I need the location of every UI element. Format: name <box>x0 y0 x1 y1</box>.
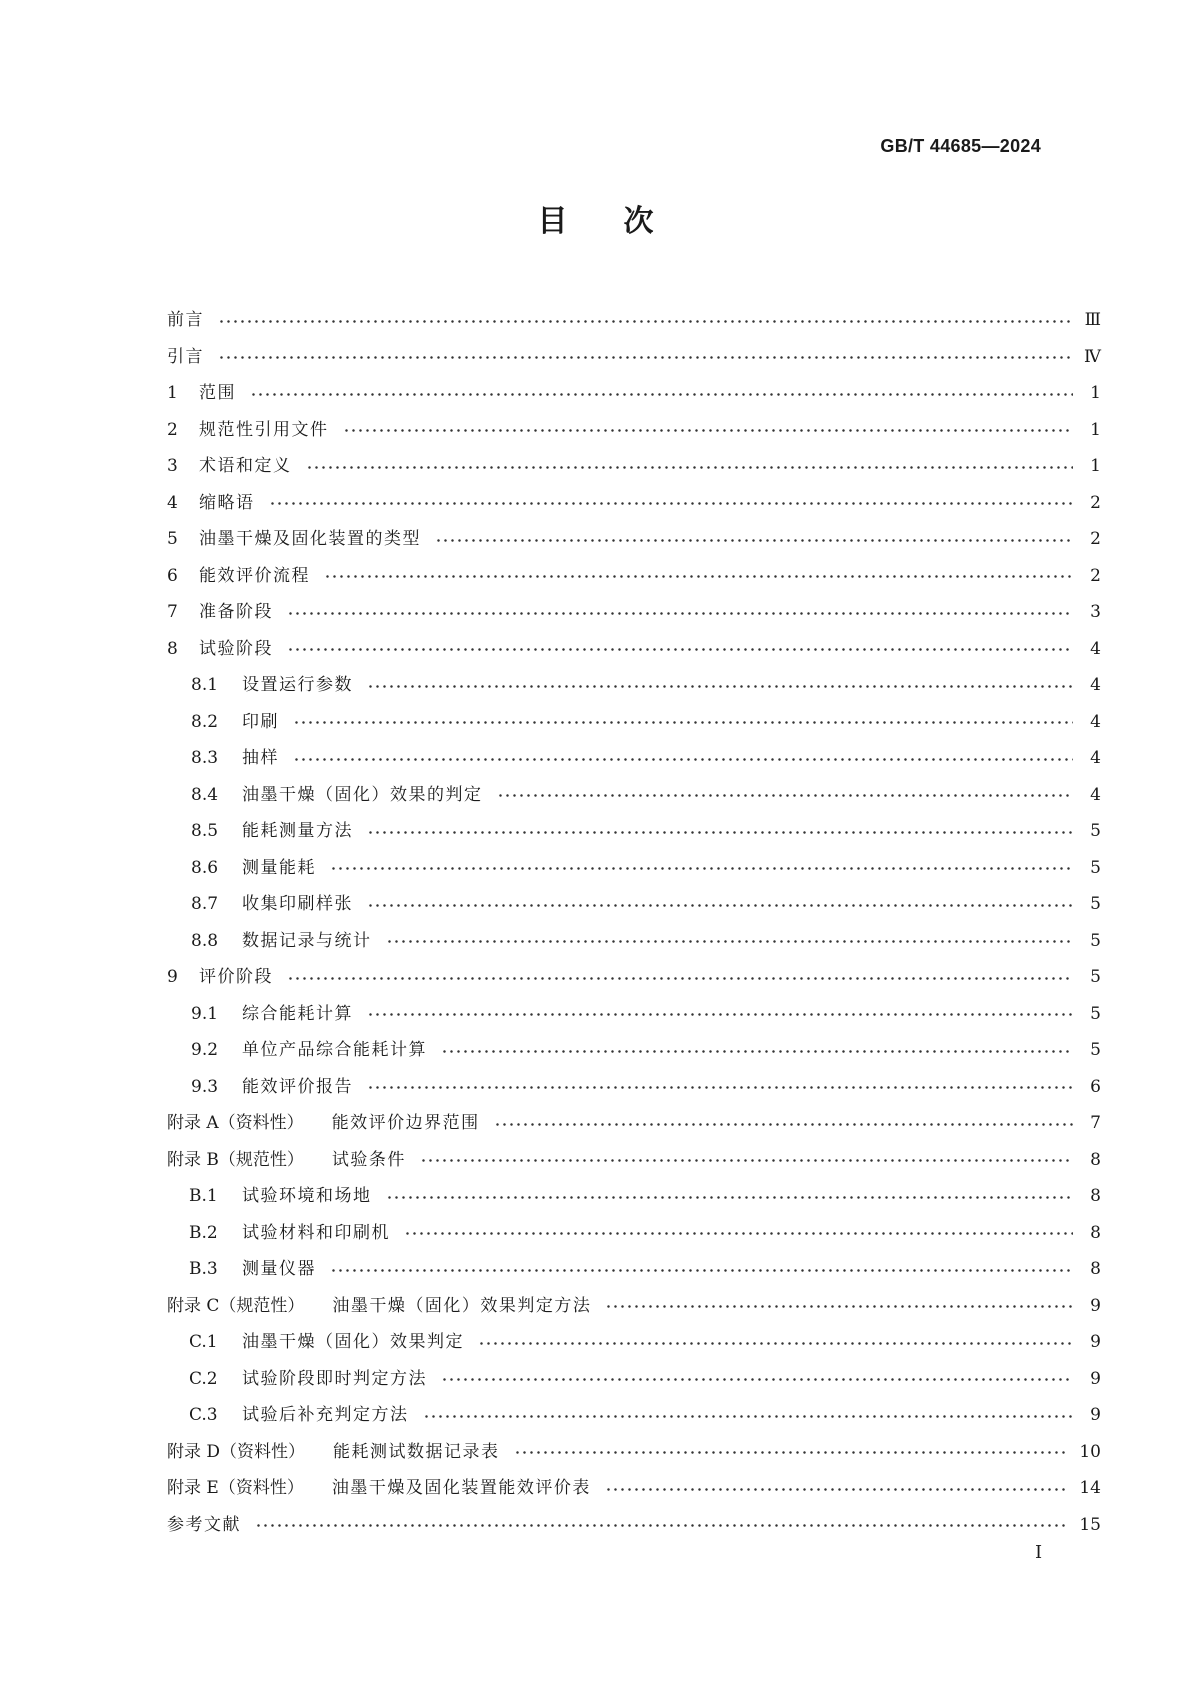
toc-entry[interactable] <box>167 777 1101 814</box>
toc-dot-leader <box>255 1524 1067 1527</box>
toc-entry-page: 8 <box>1090 1186 1101 1206</box>
toc-entry[interactable] <box>167 886 1101 923</box>
toc-entry-label: 能效评价流程 <box>199 565 310 586</box>
toc-dot-leader <box>441 1050 1073 1053</box>
toc-entry[interactable] <box>167 485 1101 522</box>
toc-entry[interactable] <box>167 959 1101 996</box>
toc-dot-leader <box>605 1305 1073 1308</box>
toc-entry-label: 能效评价报告 <box>242 1076 353 1097</box>
toc-entry-label: 印刷 <box>242 711 279 732</box>
toc-entry-number: C.2 <box>189 1368 218 1389</box>
toc-entry-page: 9 <box>1090 1368 1101 1389</box>
toc-entry-number: 5 <box>167 529 178 549</box>
toc-entry-label: 前言 <box>167 310 204 330</box>
toc-entry-page: 4 <box>1090 638 1101 659</box>
toc-entry-page: Ⅳ <box>1084 346 1101 367</box>
toc-entry-page: 14 <box>1079 1478 1101 1498</box>
toc-entry[interactable] <box>167 1470 1101 1507</box>
toc-entry-annex: 附录 E（资料性） <box>167 1478 304 1498</box>
toc-entry-page: 7 <box>1090 1113 1101 1133</box>
toc-entry-page: 9 <box>1090 1332 1101 1352</box>
toc-entry[interactable] <box>167 1361 1101 1398</box>
toc-dot-leader <box>306 466 1074 469</box>
toc-entry[interactable] <box>167 375 1101 412</box>
toc-dot-leader <box>367 685 1073 688</box>
toc-entry-label: 油墨干燥（固化）效果判定 <box>242 1332 464 1352</box>
toc-entry-page: 10 <box>1079 1441 1101 1462</box>
toc-entry[interactable] <box>167 850 1101 887</box>
toc-entry-page: 4 <box>1090 675 1101 695</box>
toc-entry[interactable] <box>167 1105 1101 1142</box>
toc-entry-page: 2 <box>1090 492 1101 513</box>
toc-dot-leader <box>293 721 1073 724</box>
toc-entry-number: 8.6 <box>191 857 219 878</box>
toc-entry-number: 9.1 <box>191 1003 219 1024</box>
toc-entry-page: 15 <box>1079 1514 1101 1535</box>
toc-entry[interactable] <box>167 1032 1101 1069</box>
toc-entry-label: 引言 <box>167 346 204 367</box>
toc-entry-label: 设置运行参数 <box>242 675 353 695</box>
toc-dot-leader <box>605 1488 1068 1491</box>
toc-dot-leader <box>287 612 1073 615</box>
toc-entry-label: 综合能耗计算 <box>242 1003 353 1024</box>
toc-entry-page: 1 <box>1090 419 1101 440</box>
toc-entry-label: 规范性引用文件 <box>199 419 329 440</box>
toc-entry-label: 缩略语 <box>199 492 255 513</box>
toc-dot-leader <box>441 1378 1073 1381</box>
toc-dot-leader <box>367 831 1073 834</box>
toc-dot-leader <box>287 977 1073 980</box>
toc-entry-page: 6 <box>1090 1076 1101 1097</box>
toc-entry-number: 8.8 <box>191 930 219 951</box>
toc-entry-page: 2 <box>1090 529 1101 549</box>
toc-entry-number: 8.2 <box>191 711 219 732</box>
toc-entry-annex: 附录 C（规范性） <box>167 1295 305 1316</box>
toc-entry[interactable] <box>167 594 1101 631</box>
toc-entry-number: 8 <box>167 638 178 659</box>
toc-entry-page: 8 <box>1090 1259 1101 1279</box>
toc-dot-leader <box>324 575 1073 578</box>
toc-entry[interactable] <box>167 1397 1101 1434</box>
toc-dot-leader <box>494 1123 1073 1126</box>
toc-dot-leader <box>218 356 1072 359</box>
toc-entry-number: B.3 <box>189 1259 218 1279</box>
toc-entry-label: 数据记录与统计 <box>242 930 372 951</box>
toc-entry[interactable] <box>167 1142 1101 1179</box>
toc-entry-page: 5 <box>1090 1040 1101 1060</box>
toc-entry-label: 试验阶段 <box>199 638 273 659</box>
toc-entry-label: 抽样 <box>242 748 279 768</box>
toc-entry-annex: 附录 D（资料性） <box>167 1441 306 1462</box>
toc-dot-leader <box>367 1013 1073 1016</box>
toc-entry-number: 6 <box>167 565 178 586</box>
toc-entry[interactable] <box>167 1215 1101 1252</box>
toc-entry-page: 5 <box>1090 894 1101 914</box>
toc-entry[interactable] <box>167 302 1101 339</box>
table-of-contents <box>167 302 1101 1543</box>
toc-dot-leader <box>514 1451 1068 1454</box>
toc-entry-label: 能效评价边界范围 <box>331 1113 480 1133</box>
toc-entry-label: 准备阶段 <box>199 602 273 622</box>
toc-entry-page: Ⅲ <box>1084 310 1101 330</box>
toc-entry[interactable] <box>167 412 1101 449</box>
toc-entry-number: B.1 <box>189 1186 218 1206</box>
toc-entry-label: 评价阶段 <box>199 967 273 987</box>
toc-entry[interactable] <box>167 1434 1101 1471</box>
toc-dot-leader <box>404 1232 1073 1235</box>
toc-entry-number: 8.5 <box>191 821 219 841</box>
toc-entry-label: 测量仪器 <box>242 1259 316 1279</box>
toc-entry-label: 单位产品综合能耗计算 <box>242 1040 427 1060</box>
toc-entry-page: 5 <box>1090 930 1101 951</box>
toc-entry-number: 8.1 <box>191 675 219 695</box>
toc-entry-label: 油墨干燥（固化）效果判定方法 <box>332 1295 592 1316</box>
toc-entry-page: 5 <box>1090 1003 1101 1024</box>
toc-entry[interactable] <box>167 1251 1101 1288</box>
toc-entry-label: 收集印刷样张 <box>242 894 353 914</box>
toc-entry[interactable] <box>167 996 1101 1033</box>
toc-entry[interactable] <box>167 1178 1101 1215</box>
toc-entry-number: 3 <box>167 456 178 476</box>
toc-entry-number: 4 <box>167 492 178 513</box>
toc-entry-page: 5 <box>1090 821 1101 841</box>
toc-entry[interactable] <box>167 339 1101 376</box>
toc-entry[interactable] <box>167 448 1101 485</box>
toc-dot-leader <box>287 648 1073 651</box>
toc-entry[interactable] <box>167 558 1101 595</box>
toc-entry-page: 3 <box>1090 602 1101 622</box>
toc-entry-label: 试验材料和印刷机 <box>242 1222 390 1243</box>
page-title: 目次 <box>537 204 710 239</box>
toc-dot-leader <box>343 429 1074 432</box>
toc-entry-label: 试验条件 <box>331 1149 406 1170</box>
toc-entry[interactable] <box>167 740 1101 777</box>
toc-dot-leader <box>218 320 1073 323</box>
toc-entry-page: 2 <box>1090 565 1101 586</box>
toc-entry[interactable] <box>167 1069 1101 1106</box>
toc-entry-label: 术语和定义 <box>199 456 292 476</box>
toc-entry-label: 油墨干燥（固化）效果的判定 <box>242 784 483 805</box>
toc-dot-leader <box>330 1269 1073 1272</box>
toc-entry-number: 7 <box>167 602 178 622</box>
toc-entry[interactable] <box>167 923 1101 960</box>
toc-entry[interactable] <box>167 1288 1101 1325</box>
toc-entry-page: 1 <box>1090 456 1101 476</box>
toc-entry[interactable] <box>167 813 1101 850</box>
toc-entry-annex: 附录 B（规范性） <box>167 1149 304 1170</box>
toc-entry-number: 1 <box>167 383 178 403</box>
toc-dot-leader <box>420 1159 1073 1162</box>
toc-dot-leader <box>478 1342 1073 1345</box>
toc-entry-page: 9 <box>1090 1295 1101 1316</box>
toc-entry-number: C.3 <box>189 1405 218 1425</box>
toc-entry[interactable] <box>167 521 1101 558</box>
toc-dot-leader <box>293 758 1073 761</box>
toc-entry-number: 8.7 <box>191 894 219 914</box>
toc-entry-number: 2 <box>167 419 178 440</box>
toc-entry-label: 油墨干燥及固化装置能效评价表 <box>331 1478 591 1498</box>
toc-entry-label: 能耗测试数据记录表 <box>333 1441 500 1462</box>
toc-entry-number: 9 <box>167 967 178 987</box>
toc-dot-leader <box>330 867 1073 870</box>
toc-dot-leader <box>435 539 1073 542</box>
toc-entry[interactable] <box>167 704 1101 741</box>
toc-dot-leader <box>386 1196 1074 1199</box>
toc-dot-leader <box>423 1415 1074 1418</box>
toc-entry-page: 4 <box>1090 784 1101 805</box>
toc-entry-label: 参考文献 <box>167 1514 241 1535</box>
toc-entry-label: 油墨干燥及固化装置的类型 <box>199 529 421 549</box>
toc-dot-leader <box>250 393 1073 396</box>
toc-dot-leader <box>497 794 1074 797</box>
toc-dot-leader <box>367 1086 1073 1089</box>
toc-entry-page: 5 <box>1090 967 1101 987</box>
toc-entry-page: 1 <box>1090 383 1101 403</box>
toc-entry-label: 能耗测量方法 <box>242 821 353 841</box>
toc-entry-page: 8 <box>1090 1222 1101 1243</box>
toc-entry-page: 8 <box>1090 1149 1101 1170</box>
toc-entry-label: 试验阶段即时判定方法 <box>242 1368 427 1389</box>
toc-entry-annex: 附录 A（资料性） <box>167 1113 304 1133</box>
toc-entry[interactable] <box>167 667 1101 704</box>
toc-entry-page: 4 <box>1090 748 1101 768</box>
standard-code: GB/T 44685—2024 <box>880 136 1041 156</box>
toc-entry-number: 9.3 <box>191 1076 219 1097</box>
toc-entry[interactable] <box>167 631 1101 668</box>
toc-entry-number: 8.4 <box>191 784 219 805</box>
toc-entry[interactable] <box>167 1507 1101 1544</box>
toc-entry-label: 测量能耗 <box>242 857 316 878</box>
toc-entry-label: 试验后补充判定方法 <box>242 1405 409 1425</box>
toc-entry-label: 试验环境和场地 <box>242 1186 372 1206</box>
toc-entry-number: B.2 <box>189 1222 218 1243</box>
toc-entry-page: 4 <box>1090 711 1101 732</box>
toc-dot-leader <box>386 940 1074 943</box>
toc-entry-page: 9 <box>1090 1405 1101 1425</box>
page-number: I <box>1035 1542 1043 1563</box>
toc-entry-number: 8.3 <box>191 748 219 768</box>
toc-entry-page: 5 <box>1090 857 1101 878</box>
toc-dot-leader <box>367 904 1073 907</box>
toc-entry[interactable] <box>167 1324 1101 1361</box>
toc-entry-label: 范围 <box>199 383 236 403</box>
toc-dot-leader <box>269 502 1074 505</box>
toc-entry-number: C.1 <box>189 1332 218 1352</box>
toc-entry-number: 9.2 <box>191 1040 219 1060</box>
